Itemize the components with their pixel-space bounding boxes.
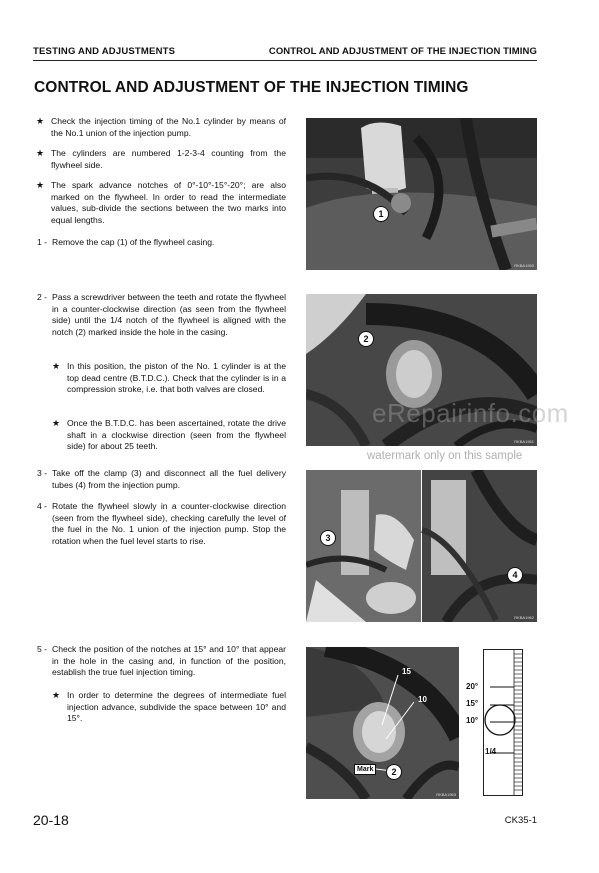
figure-1-photo <box>306 118 537 270</box>
page-number: 20-18 <box>33 812 69 828</box>
note-1: Check the injection timing of the No.1 cylinder by means of the No.1 union of the injection pump. <box>51 116 286 138</box>
figure-tag: RKBA1960 <box>514 263 534 268</box>
header-divider <box>33 60 537 61</box>
fig4-label-10: 10 <box>418 695 427 704</box>
figure-4-photo <box>306 647 459 799</box>
step-1-text: Remove the cap (1) of the flywheel casing. <box>52 237 215 247</box>
gauge-label-10: 10° <box>466 716 479 725</box>
substep-5a: In order to determine the degrees of intermediate fuel injection advance, subdivide the space between 10° and 15°. <box>67 690 286 724</box>
star-bullet: ★ <box>36 148 45 158</box>
star-bullet: ★ <box>52 690 61 700</box>
page-title: CONTROL AND ADJUSTMENT OF THE INJECTION TIMING <box>34 79 469 96</box>
step-number: 5 - <box>37 644 48 654</box>
substep-2a: In this position, the piston of the No. 1 cylinder is at the top dead centre (B.T.D.C.). Check that the cylinder is in a compression stroke, i.e. that both valves are closed. <box>67 361 286 395</box>
step-number: 1 - <box>37 237 48 247</box>
step-3-text: Take off the clamp (3) and disconnect all the fuel delivery tubes (4) from the injection pump. <box>52 468 286 490</box>
substep-2b: Once the B.T.D.C. has been ascertained, rotate the drive shaft in a clockwise direction (seen from the flywheel side) for about 25 teeth. <box>67 418 286 452</box>
gauge-label-15: 15° <box>466 699 479 708</box>
gauge-label-20: 20° <box>466 682 479 691</box>
callout-4: 4 <box>507 567 523 583</box>
figure-tag: RKBA1963 <box>436 792 456 797</box>
model-code: CK35-1 <box>504 815 537 826</box>
star-bullet: ★ <box>52 418 61 428</box>
callout-1: 1 <box>373 206 389 222</box>
fig4-mark-label: Mark <box>354 764 376 775</box>
figure-tag: RKBA1961 <box>514 439 534 444</box>
callout-2: 2 <box>358 331 374 347</box>
step-5-text: Check the position of the notches at 15° and 10° that appear in the hole in the casing and, in function of the position, establish the true fuel injection timing. <box>52 644 286 678</box>
star-bullet: ★ <box>36 116 45 126</box>
step-number: 3 - <box>37 468 48 478</box>
figure-tag: RKBA1962 <box>514 615 534 620</box>
step-number: 4 - <box>37 501 48 511</box>
note-3: The spark advance notches of 0°-10°-15°-20°; are also marked on the flywheel. In order to read the intermediate values, sub-divide the sections between the two marks into equal lengths. <box>51 180 286 225</box>
star-bullet: ★ <box>52 361 61 371</box>
figure-3-photo <box>306 470 537 622</box>
callout-3: 3 <box>320 530 336 546</box>
section-header: TESTING AND ADJUSTMENTS <box>33 46 176 57</box>
fig4-label-15: 15 <box>402 667 411 676</box>
watermark-sub: watermark only on this sample <box>367 450 523 462</box>
gauge-label-quarter: 1/4 <box>485 747 497 756</box>
step-4-text: Rotate the flywheel slowly in a counter-clockwise direction (seen from the flywheel side), checking carefully the level of the fuel in the No. 1 union of the injection pump. Stop the rotation when the fuel level starts to rise. <box>52 501 286 546</box>
callout-2-mark: 2 <box>386 764 402 780</box>
step-2-text: Pass a screwdriver between the teeth and rotate the flywheel in a counter-clockwise direction (as seen from the flywheel side) until the 1/4 notch of the flywheel is aligned with the notch (2) marked inside the hole in the casing. <box>52 292 286 337</box>
chapter-header: CONTROL AND ADJUSTMENT OF THE INJECTION TIMING <box>268 46 537 57</box>
note-2: The cylinders are numbered 1-2-3-4 counting from the flywheel side. <box>51 148 286 170</box>
star-bullet: ★ <box>36 180 45 190</box>
step-number: 2 - <box>37 292 48 302</box>
flywheel-gauge-diagram <box>483 649 523 796</box>
watermark-main: eRepairinfo.com <box>372 398 569 428</box>
